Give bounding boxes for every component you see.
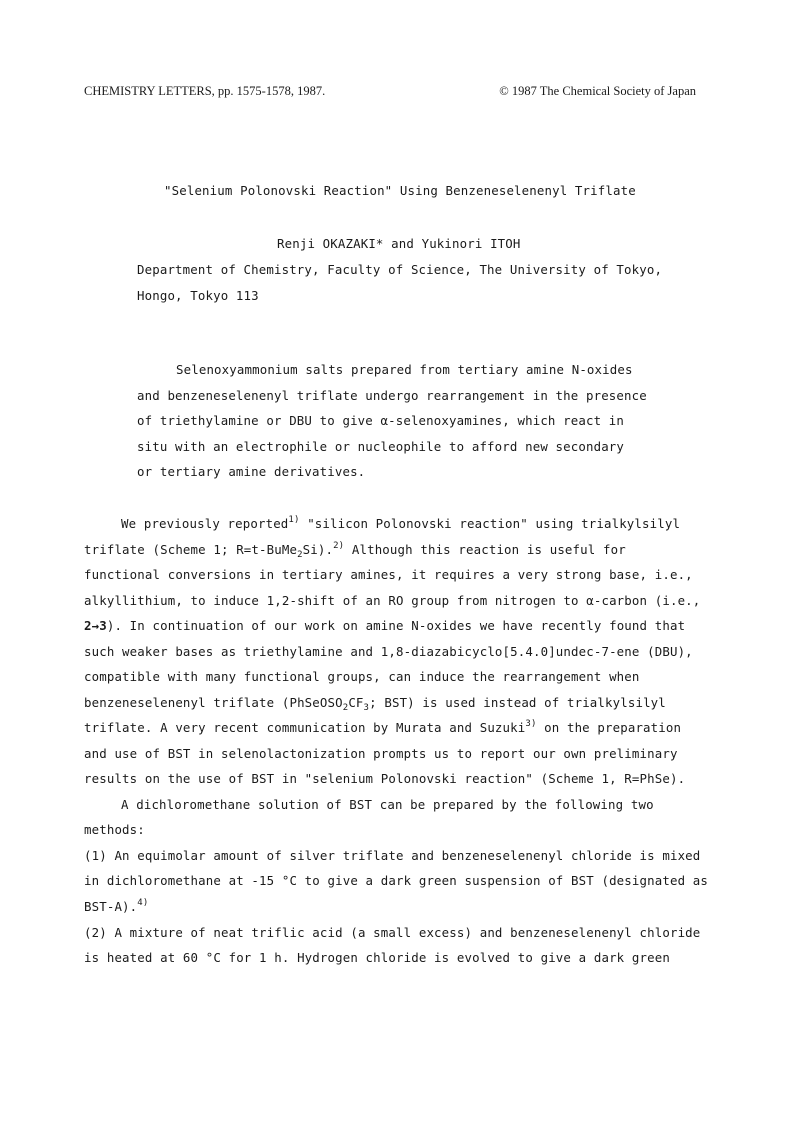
- body-line: compatible with many functional groups, can induce the rearrangement when: [84, 669, 640, 684]
- citation-ref: 3): [525, 719, 537, 729]
- body-line: 2→3). In continuation of our work on amine N-oxides we have recently found that: [84, 618, 686, 633]
- body-line: A dichloromethane solution of BST can be prepared by the following two: [121, 797, 654, 812]
- body-line: such weaker bases as triethylamine and 1,8-diazabicyclo[5.4.0]undec-7-ene (DBU),: [84, 644, 693, 659]
- body-line: BST-A).$^{4)}$: [84, 898, 149, 914]
- body-line: is heated at 60 °C for 1 h. Hydrogen chloride is evolved to give a dark green: [84, 950, 670, 965]
- abstract-line: Selenoxyammonium salts prepared from tertiary amine N-oxides: [176, 362, 633, 377]
- authors: Renji OKAZAKI* and Yukinori ITOH: [277, 236, 521, 251]
- body-line: alkyllithium, to induce 1,2-shift of an RO group from nitrogen to α-carbon (i.e.,: [84, 593, 701, 608]
- body-line: functional conversions in tertiary amines, it requires a very strong base, i.e.,: [84, 567, 693, 582]
- citation-ref: 1): [288, 515, 300, 525]
- body-line: results on the use of BST in "selenium Polonovski reaction" (Scheme 1, R=PhSe).: [84, 771, 686, 786]
- body-line: in dichloromethane at -15 °C to give a dark green suspension of BST (designated as: [84, 873, 709, 888]
- body-line: (2) A mixture of neat triflic acid (a small excess) and benzeneselenenyl chloride: [84, 925, 701, 940]
- abstract-line: situ with an electrophile or nucleophile to afford new secondary: [137, 439, 625, 454]
- copyright-notice: © 1987 The Chemical Society of Japan: [499, 84, 696, 98]
- affiliation-line-1: Department of Chemistry, Faculty of Science, The University of Tokyo,: [137, 262, 663, 277]
- affiliation-line-2: Hongo, Tokyo 113: [137, 288, 259, 303]
- citation-ref: 2): [333, 541, 345, 551]
- body-line: and use of BST in selenolactonization prompts us to report our own preliminary: [84, 746, 678, 761]
- abstract-line: and benzeneselenenyl triflate undergo rearrangement in the presence: [137, 388, 647, 403]
- abstract-line: or tertiary amine derivatives.: [137, 464, 366, 479]
- journal-citation: CHEMISTRY LETTERS, pp. 1575-1578, 1987.: [84, 84, 326, 98]
- body-line: We previously reported$^{1)}$ "silicon Polonovski reaction" using trialkylsilyl: [121, 515, 681, 531]
- body-line: triflate (Scheme 1; R=t-BuMe$_2$Si).$^{2)}$ Although this reaction is useful for: [84, 541, 626, 560]
- body-line: methods:: [84, 822, 145, 837]
- body-line: triflate. A very recent communication by Murata and Suzuki$^{3)}$ on the preparation: [84, 719, 682, 735]
- body-line: benzeneselenenyl triflate ($PhSeOSO_2CF_3$; BST) is used instead of trialkylsilyl: [84, 695, 666, 713]
- article-title: "Selenium Polonovski Reaction" Using Benzeneselenenyl Triflate: [164, 183, 636, 198]
- abstract-line: of triethylamine or DBU to give α-selenoxyamines, which react in: [137, 413, 625, 428]
- compound-numbers: 2→3: [84, 618, 107, 633]
- citation-ref: 4): [137, 898, 149, 908]
- body-line: (1) An equimolar amount of silver triflate and benzeneselenenyl chloride is mixed: [84, 848, 701, 863]
